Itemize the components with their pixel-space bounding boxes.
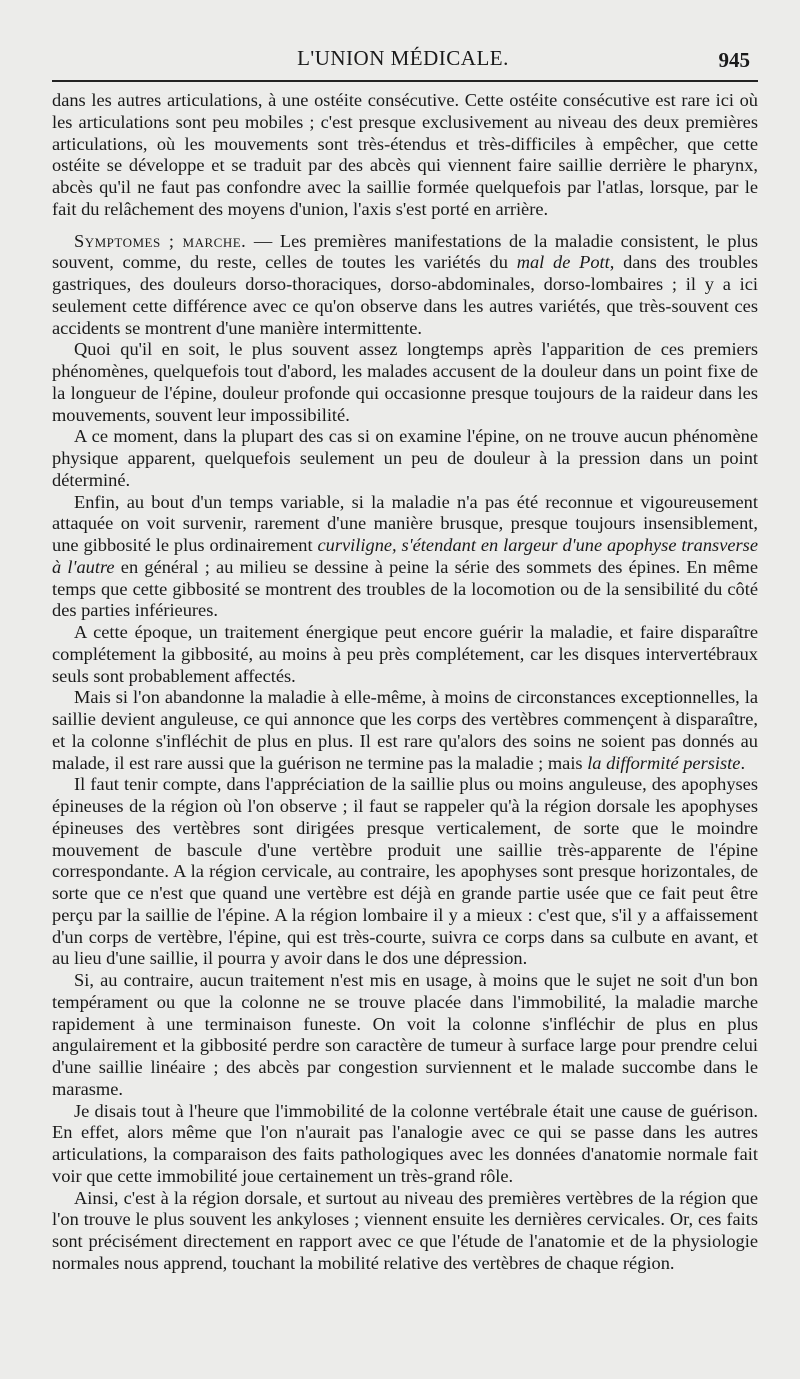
paragraph-text: en général ; au milieu se dessine à peine la série des sommets des épines. En même temps que cette gibbosité se montrent des troubles de la locomotion ou de la sensibilité du côté des parties inférieures.	[52, 556, 758, 621]
paragraph-text: — Les premières manifestations de la maladie consistent, le plus souvent, comme, du reste, celles de toutes les variétés du	[52, 230, 758, 273]
paragraph	[52, 622, 758, 687]
paragraph	[52, 774, 758, 970]
paragraph	[52, 492, 758, 623]
italic-text: la difformité persiste	[587, 752, 741, 773]
paragraph	[52, 1188, 758, 1275]
page-header	[52, 46, 754, 76]
page-number: 945	[718, 48, 750, 72]
paragraph-text: Il faut tenir compte, dans l'appréciation de la saillie plus ou moins anguleuse, des apophyses épineuses de la région où l'on observe ; il faut se rappeler qu'à la région dorsale les apophyses épineuses des vertèbres sont dirigées presque verticalement, de sorte que le moindre mouvement de bascule d'une vertèbre produit une saillie très-apparente de l'épine correspondante. A la région cervicale, au contraire, les apophyses sont presque horizontales, de sorte que ce n'est que quand une vertèbre est déjà en grande partie usée que ce fait peut être perçu par la saillie de l'épine. A la région lombaire il y a mieux : c'est que, s'il y a affaissement d'un corps de vertèbre, l'épine, qui est très-courte, suivra ce corps dans sa culbute en avant, et au lieu d'une saillie, il pourra y avoir dans le dos une dépression.	[52, 774, 758, 969]
paragraph-text: , dans des troubles gastriques, des douleurs dorso-thoraciques, dorso-abdominales, dorso-lombaires ; il y a ici seulement cette différence avec ce qu'on observe dans les autres variétés, que très-souvent ces accidents se montrent d'une manière intermittente.	[52, 252, 759, 338]
paragraph	[52, 1101, 758, 1188]
paragraph-text: Enfin, au bout d'un temps variable, si la maladie n'a pas été reconnue et vigoureusement attaquée on voit survenir, rarement d'une manière brusque, presque toujours insensiblement, une gibbosité le plus ordinairement	[52, 491, 758, 555]
paragraph	[52, 90, 758, 221]
paragraph-text: Ainsi, c'est à la région dorsale, et surtout au niveau des premières vertèbres de la région que l'on trouve le plus souvent les ankyloses ; viennent ensuite les dernières cervicales. Or, ces faits sont précisément directement en rapport avec ce que l'étude de l'anatomie et de la physiologie normales nous apprend, touchant la mobilité relative des vertèbres de chaque région.	[52, 1187, 758, 1273]
paragraph-symptomes	[52, 231, 758, 340]
paragraph-text: A ce moment, dans la plupart des cas si on examine l'épine, on ne trouve aucun phénomène physique apparent, quelquefois seulement un peu de douleur à la pression dans un point déterminé.	[52, 426, 758, 490]
paragraph-text: Quoi qu'il en soit, le plus souvent assez longtemps après l'apparition de ces premiers phénomènes, quelquefois tout d'abord, les malades accusent de la douleur dans un point fixe de la longueur de l'épine, douleur profonde qui occasionne presque toujours de la raideur dans les mouvements, souvent leur impossibilité.	[52, 339, 758, 425]
header-rule	[52, 80, 758, 82]
paragraph	[52, 970, 758, 1101]
paragraph-text: .	[740, 752, 746, 773]
paragraph	[52, 426, 758, 491]
paragraph	[52, 687, 758, 774]
paragraph	[52, 339, 758, 426]
paragraph-text: Mais si l'on abandonne la maladie à elle-même, à moins de circonstances exceptionnelles, la saillie devient anguleuse, ce qui annonce que les corps des vertèbres commençent à disparaître, et la colonne s'infléchit de plus en plus. Il est rare qu'alors des soins ne soient pas donnés au malade, il est rare aussi que la guérison ne termine pas la maladie ; mais	[52, 687, 758, 773]
article-body	[52, 90, 758, 1275]
paragraph-text: Je disais tout à l'heure que l'immobilité de la colonne vertébrale était une cause de guérison. En effet, alors même que l'on n'aurait pas l'analogie avec ce qui se passe dans les autres articulations, la comparaison des faits pathologiques avec les données d'anatomie normale fait voir que cette immobilité joue certainement un très-grand rôle.	[52, 1100, 758, 1186]
running-head: L'UNION MÉDICALE.	[297, 46, 509, 70]
paragraph-text: A cette époque, un traitement énergique peut encore guérir la maladie, et faire disparaître complétement la gibbosité, au moins à peu près complétement, car les disques intervertébraux seuls sont probablement affectés.	[52, 622, 758, 686]
italic-text: mal de Pott	[516, 252, 610, 273]
paragraph-text: Si, au contraire, aucun traitement n'est mis en usage, à moins que le sujet ne soit d'un bon tempérament ou que la colonne ne se trouve placée dans l'immobilité, la maladie marche rapidement à une terminaison funeste. On voit la colonne s'infléchir de plus en plus angulairement et la gibbosité perdre son caractère de tumeur à surface large pour prendre celui d'une saillie linéaire ; des abcès par congestion surviennent et le malade succombe dans le marasme.	[52, 970, 758, 1099]
section-lead: Symptomes ; marche.	[74, 230, 247, 251]
italic-text: curviligne, s'étendant en largeur d'une apophyse transverse à l'autre	[52, 535, 758, 577]
paragraph-text: dans les autres articulations, à une ostéite consécutive. Cette ostéite consécutive est rare ici où les articulations sont peu mobiles ; c'est presque exclusivement au niveau des deux premières articulations, où les mouvements sont très-étendus et très-difficiles à empêcher, que cette ostéite se développe et se traduit par des abcès qui viennent faire saillie derrière le pharynx, abcès qu'il ne faut pas confondre avec la saillie formée quelquefois par l'atlas, lorsque, par le fait du relâchement des moyens d'union, l'axis s'est porté en arrière.	[52, 90, 758, 219]
